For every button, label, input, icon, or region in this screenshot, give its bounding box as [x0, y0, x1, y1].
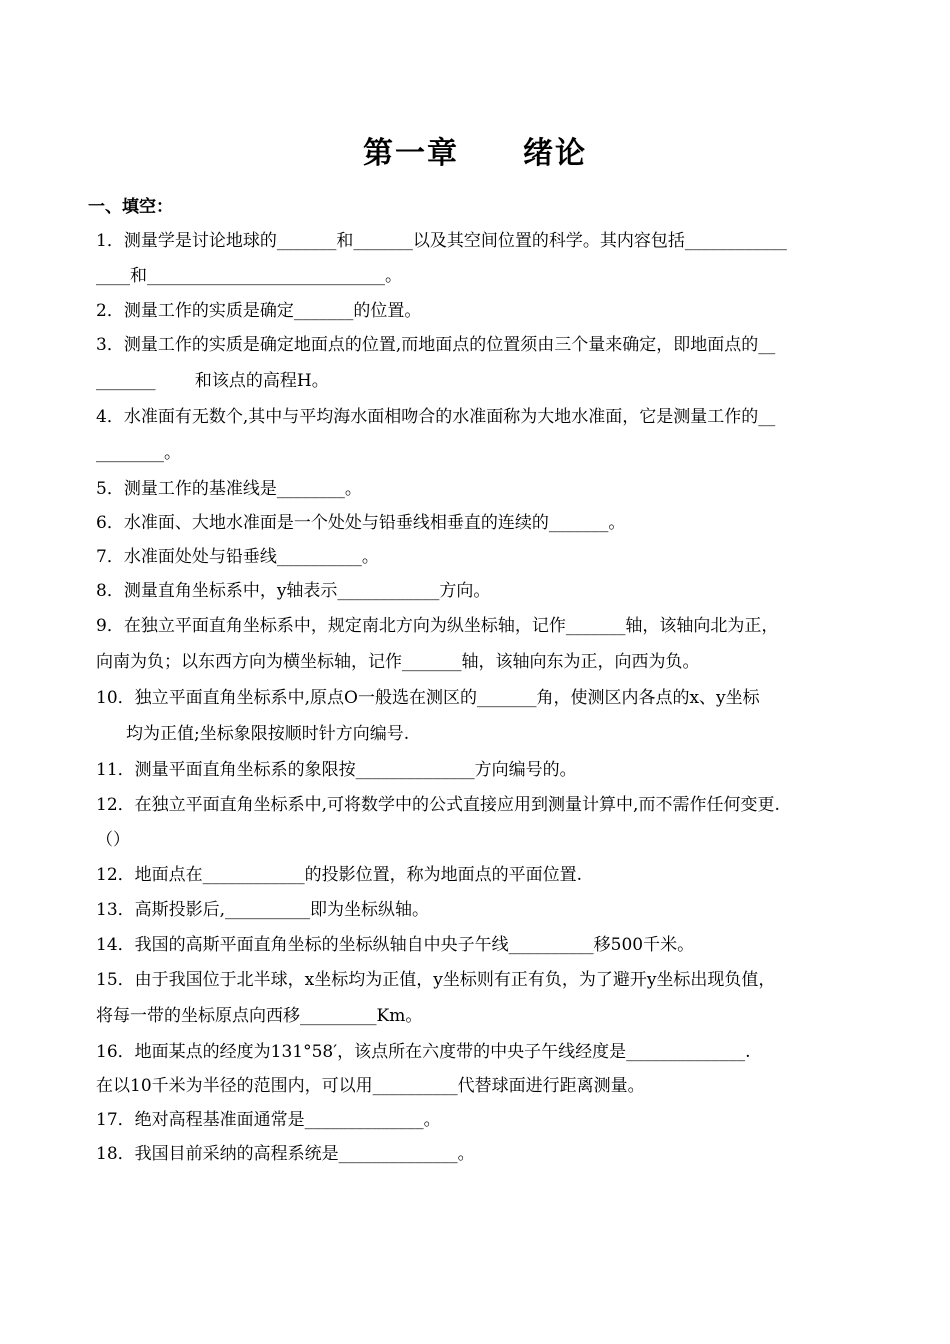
question-line: 6．水准面、大地水准面是一个处处与铅垂线相垂直的连续的_______。 [96, 513, 626, 533]
question-line: 均为正值;坐标象限按顺时针方向编号. [126, 724, 410, 744]
chapter-title: 第一章 绪论 [363, 136, 587, 171]
question-line: 1．测量学是讨论地球的_______和_______以及其空间位置的科学。其内容包括____________ [96, 231, 787, 251]
question-line: 13．高斯投影后,__________即为坐标纵轴。 [96, 900, 430, 920]
question-line: 向南为负；以东西方向为横坐标轴，记作_______轴，该轴向东为正，向西为负。 [96, 652, 700, 672]
question-line: 4．水准面有无数个,其中与平均海水面相吻合的水准面称为大地水准面，它是测量工作的__ [96, 407, 776, 427]
question-line: ____和____________________________。 [96, 266, 402, 286]
question-line: 将每一带的坐标原点向西移_________Km。 [96, 1006, 423, 1026]
question-line: 3．测量工作的实质是确定地面点的位置,而地面点的位置须由三个量来确定，即地面点的__ [96, 335, 776, 355]
question-line: 5．测量工作的基准线是________。 [96, 479, 362, 499]
question-line: 8．测量直角坐标系中，y轴表示____________方向。 [96, 581, 491, 601]
question-line: 10．独立平面直角坐标系中,原点O一般选在测区的_______角，使测区内各点的x、y坐标 [96, 688, 760, 708]
question-line: 16．地面某点的经度为131°58′，该点所在六度带的中央子午线经度是______________. [96, 1042, 751, 1062]
question-line: 12．地面点在____________的投影位置，称为地面点的平面位置. [96, 865, 583, 885]
question-line: 15．由于我国位于北半球，x坐标均为正值，y坐标则有正有负，为了避开y坐标出现负值， [96, 970, 776, 990]
question-line: _______ 和该点的高程H。 [96, 371, 329, 391]
question-line: 2．测量工作的实质是确定_______的位置。 [96, 301, 422, 321]
section-heading: 一、填空： [88, 197, 173, 217]
question-line: 12．在独立平面直角坐标系中,可将数学中的公式直接应用到测量计算中,而不需作任何变更. [96, 795, 780, 815]
question-line: 14．我国的高斯平面直角坐标的坐标纵轴自中央子午线__________移500千米。 [96, 935, 695, 955]
question-line: 9．在独立平面直角坐标系中，规定南北方向为纵坐标轴，记作_______轴，该轴向北为正， [96, 616, 779, 636]
question-line: 在以10千米为半径的范围内，可以用__________代替球面进行距离测量。 [96, 1076, 645, 1096]
question-line: 7．水准面处处与铅垂线__________。 [96, 547, 379, 567]
question-line: （） [96, 830, 130, 850]
question-line: 17．绝对高程基准面通常是______________。 [96, 1110, 441, 1130]
question-line: 11．测量平面直角坐标系的象限按______________方向编号的。 [96, 760, 577, 780]
question-line: ________。 [96, 443, 181, 463]
question-line: 18．我国目前采纳的高程系统是______________。 [96, 1144, 475, 1164]
